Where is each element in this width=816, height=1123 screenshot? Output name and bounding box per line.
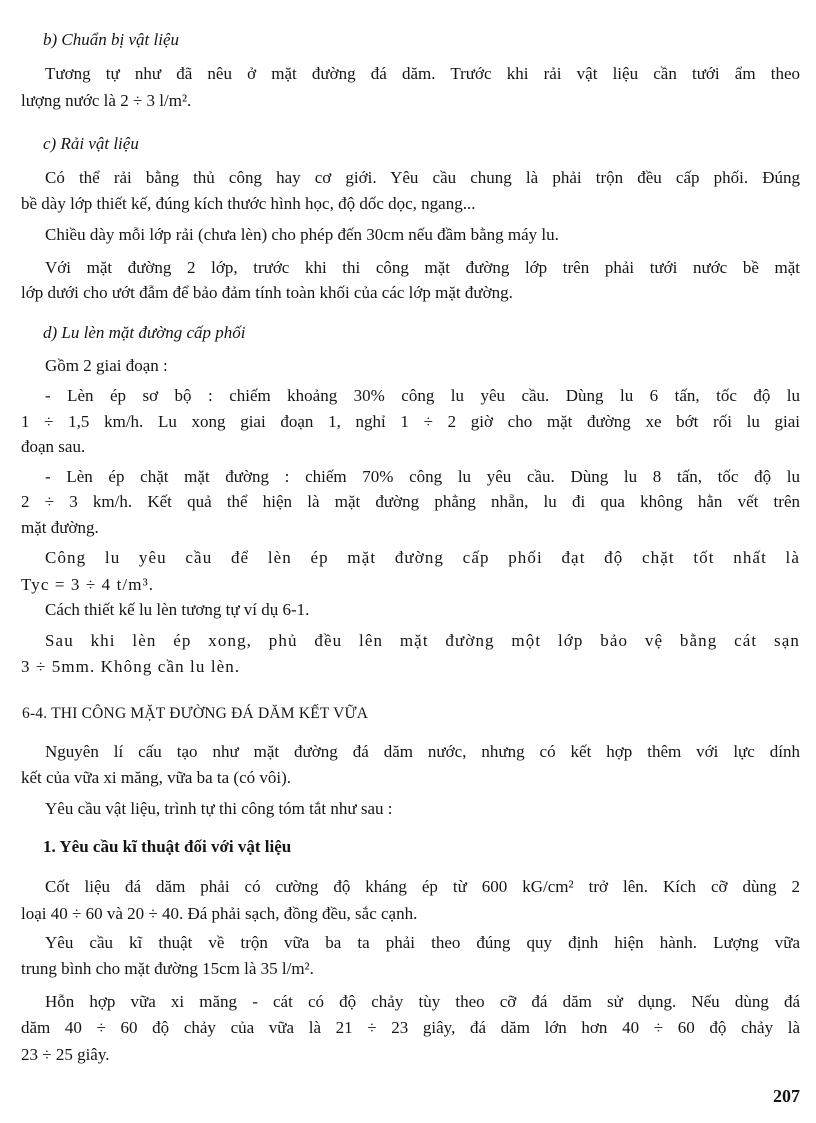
- paragraph-line: Có thể rải bằng thủ công hay cơ giới. Yêu cầu chung là phải trộn đều cấp phối. Đúng: [45, 168, 800, 187]
- paragraph-line: lượng nước là 2 ÷ 3 l/m².: [21, 91, 192, 110]
- paragraph-line: Tyc = 3 ÷ 4 t/m³.: [21, 575, 155, 594]
- paragraph-line: 1 ÷ 1,5 km/h. Lu xong giai đoạn 1, nghỉ 1 ÷ 2 giờ cho mặt đường xe bớt rối lu giai: [21, 412, 800, 431]
- paragraph-line: 23 ÷ 25 giây.: [21, 1045, 110, 1064]
- paragraph-line: Cách thiết kế lu lèn tương tự ví dụ 6-1.: [45, 600, 310, 619]
- subsection-heading: 1. Yêu cầu kĩ thuật đối với vật liệu: [43, 837, 292, 856]
- paragraph-line: 3 ÷ 5mm. Không cần lu lèn.: [21, 657, 241, 676]
- paragraph-line: Sau khi lèn ép xong, phủ đều lên mặt đường một lớp bảo vệ bằng cát sạn: [45, 631, 800, 650]
- paragraph-line: Yêu cầu vật liệu, trình tự thi công tóm tắt như sau :: [45, 799, 393, 818]
- heading-b: b) Chuẩn bị vật liệu: [43, 30, 179, 49]
- paragraph-line: 2 ÷ 3 km/h. Kết quả thể hiện là mặt đường phẳng nhẵn, lu đi qua không hằn vết trên: [21, 492, 800, 511]
- paragraph-line: mặt đường.: [21, 518, 99, 537]
- paragraph-line: dăm 40 ÷ 60 độ chảy của vữa là 21 ÷ 23 giây, đá dăm lớn hơn 40 ÷ 60 độ chảy là: [21, 1018, 800, 1037]
- section-heading: 6-4. THI CÔNG MẶT ĐƯỜNG ĐÁ DĂM KẾT VỮA: [22, 705, 369, 722]
- paragraph-line: - Lèn ép sơ bộ : chiếm khoảng 30% công lu yêu cầu. Dùng lu 6 tấn, tốc độ lu: [45, 386, 800, 405]
- paragraph-line: Cốt liệu đá dăm phải có cường độ kháng ép từ 600 kG/cm² trở lên. Kích cỡ dùng 2: [45, 877, 800, 896]
- paragraph-line: Tương tự như đã nêu ở mặt đường đá dăm. Trước khi rải vật liệu cần tưới ẩm theo: [45, 64, 800, 83]
- paragraph-line: loại 40 ÷ 60 và 20 ÷ 40. Đá phải sạch, đồng đều, sắc cạnh.: [21, 904, 418, 923]
- paragraph-line: Chiều dày mỗi lớp rải (chưa lèn) cho phép đến 30cm nếu đầm bằng máy lu.: [45, 225, 559, 244]
- paragraph-line: lớp dưới cho ướt đẫm để bảo đảm tính toàn khối của các lớp mặt đường.: [21, 283, 513, 302]
- heading-d: d) Lu lèn mặt đường cấp phối: [43, 323, 246, 342]
- paragraph-line: - Lèn ép chặt mặt đường : chiếm 70% công lu yêu cầu. Dùng lu 8 tấn, tốc độ lu: [45, 467, 800, 486]
- paragraph-line: trung bình cho mặt đường 15cm là 35 l/m².: [21, 959, 314, 978]
- paragraph-line: đoạn sau.: [21, 437, 86, 456]
- page-number: 207: [773, 1086, 800, 1106]
- paragraph-line: Hỗn hợp vữa xi măng - cát có độ chảy tùy theo cỡ đá dăm sử dụng. Nếu dùng đá: [45, 992, 800, 1011]
- heading-c: c) Rải vật liệu: [43, 134, 139, 153]
- paragraph-line: Công lu yêu cầu để lèn ép mặt đường cấp phối đạt độ chặt tốt nhất là: [45, 548, 800, 567]
- paragraph-line: Nguyên lí cấu tạo như mặt đường đá dăm nước, nhưng có kết hợp thêm với lực dính: [45, 742, 800, 761]
- paragraph-line: Gồm 2 giai đoạn :: [45, 356, 168, 375]
- paragraph-line: kết của vữa xi măng, vữa ba ta (có vôi).: [21, 768, 292, 787]
- paragraph-line: Với mặt đường 2 lớp, trước khi thi công mặt đường lớp trên phải tưới nước bề mặt: [45, 258, 800, 277]
- paragraph-line: bề dày lớp thiết kế, đúng kích thước hình học, độ dốc dọc, ngang...: [21, 194, 476, 213]
- paragraph-line: Yêu cầu kĩ thuật về trộn vữa ba ta phải theo đúng quy định hiện hành. Lượng vữa: [45, 933, 800, 952]
